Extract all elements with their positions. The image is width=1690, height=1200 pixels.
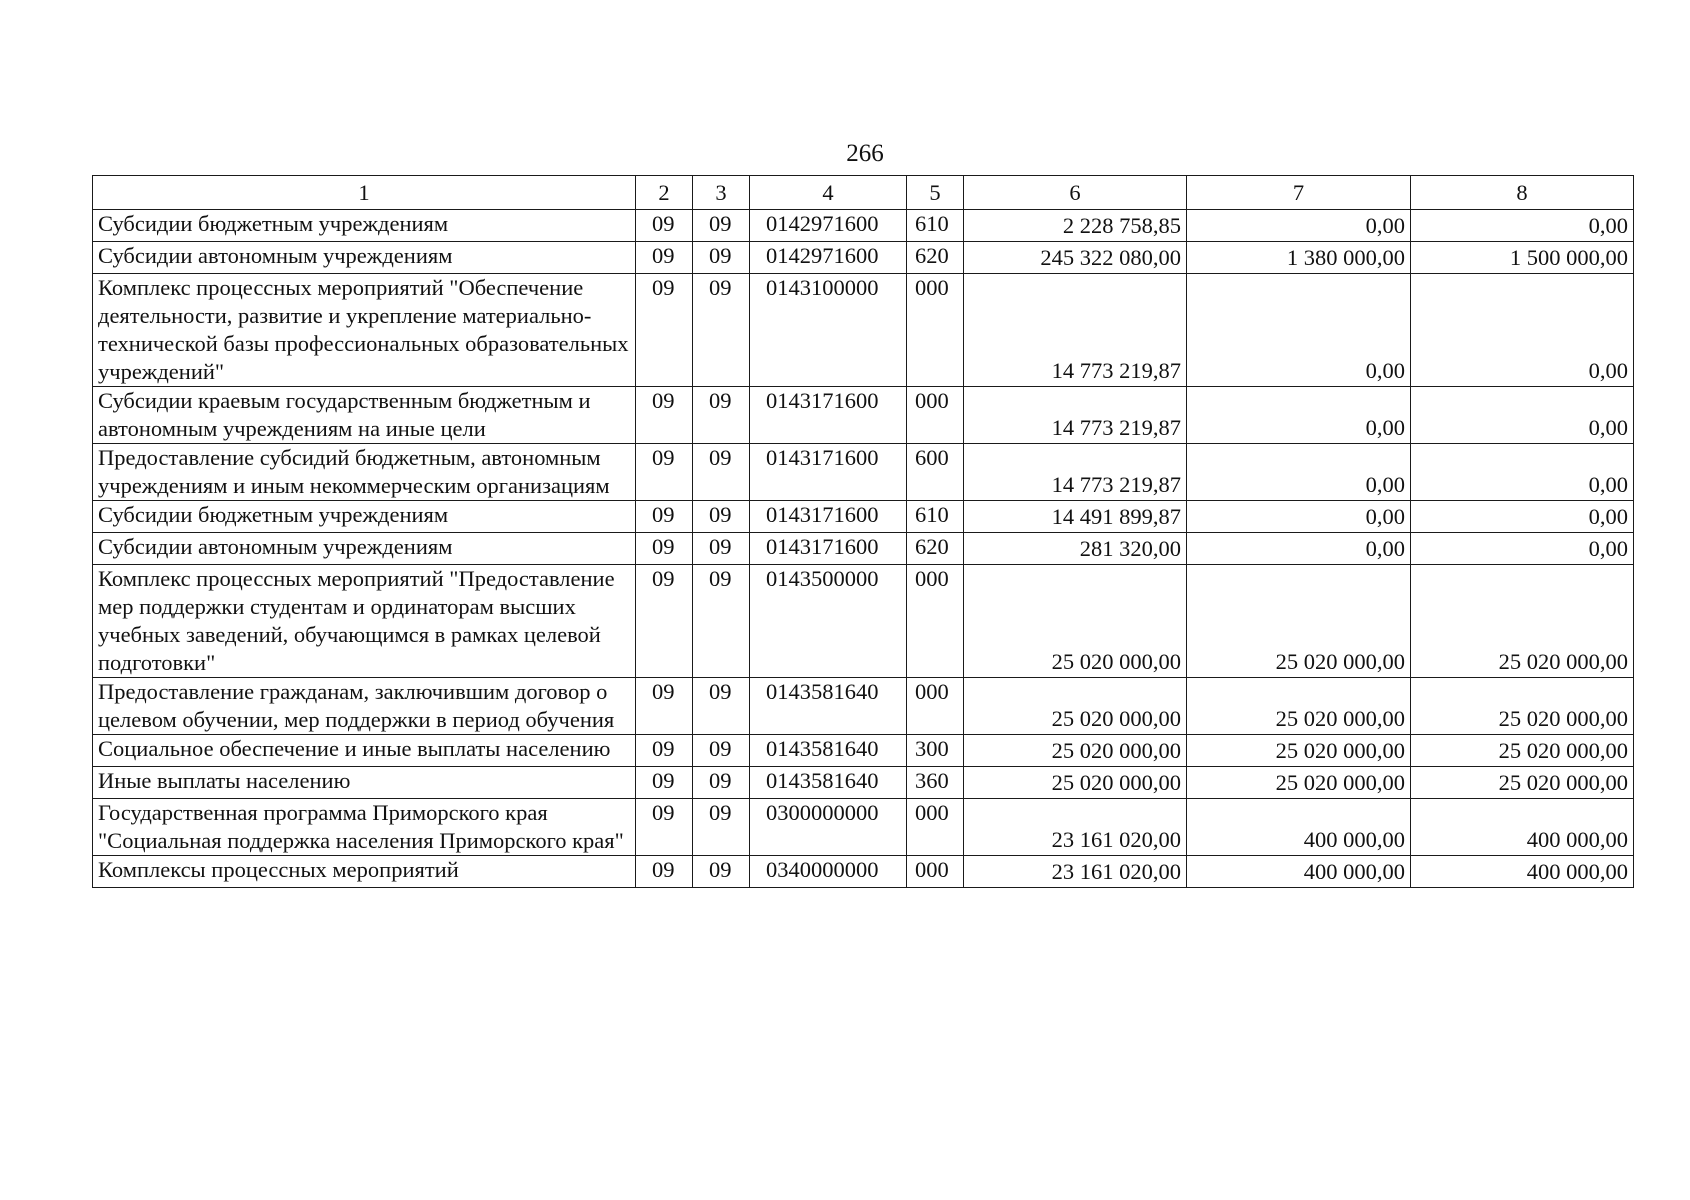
section-code: 09 <box>636 444 693 501</box>
table-row <box>93 767 1634 799</box>
expense-type-code: 360 <box>907 767 964 799</box>
amount-col-8: 25 020 000,00 <box>1411 735 1634 767</box>
column-header: 4 <box>750 176 907 210</box>
target-article-code: 0143581640 <box>750 767 907 799</box>
column-header: 7 <box>1187 176 1411 210</box>
section-code: 09 <box>636 735 693 767</box>
expense-name: Социальное обеспечение и иные выплаты населению <box>93 735 636 767</box>
subsection-code: 09 <box>693 444 750 501</box>
column-header: 6 <box>964 176 1187 210</box>
amount-col-8: 0,00 <box>1411 533 1634 565</box>
amount-col-7: 1 380 000,00 <box>1187 242 1411 274</box>
column-header: 8 <box>1411 176 1634 210</box>
column-header: 5 <box>907 176 964 210</box>
subsection-code: 09 <box>693 274 750 387</box>
section-code: 09 <box>636 501 693 533</box>
section-code: 09 <box>636 533 693 565</box>
subsection-code: 09 <box>693 735 750 767</box>
table-row <box>93 565 1634 678</box>
expense-name: Комплексы процессных мероприятий <box>93 856 636 888</box>
amount-col-8: 0,00 <box>1411 444 1634 501</box>
amount-col-8: 400 000,00 <box>1411 799 1634 856</box>
subsection-code: 09 <box>693 210 750 242</box>
table-row <box>93 735 1634 767</box>
target-article-code: 0143171600 <box>750 444 907 501</box>
target-article-code: 0143171600 <box>750 501 907 533</box>
subsection-code: 09 <box>693 767 750 799</box>
expense-name: Субсидии краевым государственным бюджетным и автономным учреждениям на иные цели <box>93 387 636 444</box>
amount-col-8: 0,00 <box>1411 210 1634 242</box>
amount-col-8: 1 500 000,00 <box>1411 242 1634 274</box>
expense-type-code: 610 <box>907 210 964 242</box>
budget-table <box>92 175 1634 888</box>
table-row <box>93 533 1634 565</box>
subsection-code: 09 <box>693 501 750 533</box>
target-article-code: 0143100000 <box>750 274 907 387</box>
subsection-code: 09 <box>693 533 750 565</box>
amount-col-6: 281 320,00 <box>964 533 1187 565</box>
section-code: 09 <box>636 767 693 799</box>
amount-col-8: 25 020 000,00 <box>1411 565 1634 678</box>
expense-name: Субсидии автономным учреждениям <box>93 242 636 274</box>
amount-col-6: 25 020 000,00 <box>964 735 1187 767</box>
amount-col-7: 0,00 <box>1187 210 1411 242</box>
expense-type-code: 600 <box>907 444 964 501</box>
amount-col-6: 14 491 899,87 <box>964 501 1187 533</box>
amount-col-7: 25 020 000,00 <box>1187 565 1411 678</box>
amount-col-8: 0,00 <box>1411 387 1634 444</box>
amount-col-6: 23 161 020,00 <box>964 799 1187 856</box>
subsection-code: 09 <box>693 565 750 678</box>
expense-type-code: 000 <box>907 565 964 678</box>
expense-type-code: 300 <box>907 735 964 767</box>
amount-col-6: 245 322 080,00 <box>964 242 1187 274</box>
expense-type-code: 000 <box>907 799 964 856</box>
expense-name: Комплекс процессных мероприятий "Предоставление мер поддержки студентам и ординаторам высших учебных заведений, обучающимся в рамках целевой подготовки" <box>93 565 636 678</box>
amount-col-6: 25 020 000,00 <box>964 678 1187 735</box>
subsection-code: 09 <box>693 856 750 888</box>
page-number: 266 <box>846 140 884 167</box>
target-article-code: 0143500000 <box>750 565 907 678</box>
amount-col-8: 25 020 000,00 <box>1411 767 1634 799</box>
expense-type-code: 000 <box>907 678 964 735</box>
amount-col-6: 23 161 020,00 <box>964 856 1187 888</box>
target-article-code: 0142971600 <box>750 242 907 274</box>
target-article-code: 0143581640 <box>750 678 907 735</box>
amount-col-6: 2 228 758,85 <box>964 210 1187 242</box>
amount-col-7: 25 020 000,00 <box>1187 767 1411 799</box>
section-code: 09 <box>636 799 693 856</box>
section-code: 09 <box>636 210 693 242</box>
section-code: 09 <box>636 274 693 387</box>
target-article-code: 0143171600 <box>750 533 907 565</box>
table-row <box>93 856 1634 888</box>
target-article-code: 0143581640 <box>750 735 907 767</box>
expense-name: Государственная программа Приморского края "Социальная поддержка населения Приморского края" <box>93 799 636 856</box>
expense-type-code: 610 <box>907 501 964 533</box>
target-article-code: 0340000000 <box>750 856 907 888</box>
amount-col-7: 25 020 000,00 <box>1187 678 1411 735</box>
amount-col-7: 25 020 000,00 <box>1187 735 1411 767</box>
subsection-code: 09 <box>693 387 750 444</box>
table-row <box>93 501 1634 533</box>
table-row <box>93 242 1634 274</box>
subsection-code: 09 <box>693 242 750 274</box>
column-header: 2 <box>636 176 693 210</box>
amount-col-7: 0,00 <box>1187 533 1411 565</box>
amount-col-6: 14 773 219,87 <box>964 274 1187 387</box>
expense-type-code: 620 <box>907 242 964 274</box>
expense-name: Предоставление субсидий бюджетным, автономным учреждениям и иным некоммерческим организациям <box>93 444 636 501</box>
expense-name: Предоставление гражданам, заключившим договор о целевом обучении, мер поддержки в период обучения <box>93 678 636 735</box>
amount-col-6: 25 020 000,00 <box>964 767 1187 799</box>
amount-col-7: 0,00 <box>1187 444 1411 501</box>
section-code: 09 <box>636 242 693 274</box>
section-code: 09 <box>636 565 693 678</box>
amount-col-7: 0,00 <box>1187 387 1411 444</box>
amount-col-7: 400 000,00 <box>1187 856 1411 888</box>
amount-col-6: 14 773 219,87 <box>964 444 1187 501</box>
amount-col-6: 25 020 000,00 <box>964 565 1187 678</box>
amount-col-7: 400 000,00 <box>1187 799 1411 856</box>
table-row <box>93 678 1634 735</box>
amount-col-8: 0,00 <box>1411 274 1634 387</box>
expense-name: Субсидии автономным учреждениям <box>93 533 636 565</box>
amount-col-8: 400 000,00 <box>1411 856 1634 888</box>
table-row <box>93 387 1634 444</box>
table-row <box>93 274 1634 387</box>
subsection-code: 09 <box>693 678 750 735</box>
target-article-code: 0143171600 <box>750 387 907 444</box>
expense-type-code: 620 <box>907 533 964 565</box>
expense-name: Комплекс процессных мероприятий "Обеспечение деятельности, развитие и укрепление материально-технической базы профессиональных образовательных учреждений" <box>93 274 636 387</box>
column-header: 1 <box>93 176 636 210</box>
section-code: 09 <box>636 856 693 888</box>
amount-col-7: 0,00 <box>1187 274 1411 387</box>
column-number-header-row <box>93 176 1634 210</box>
expense-type-code: 000 <box>907 274 964 387</box>
amount-col-6: 14 773 219,87 <box>964 387 1187 444</box>
section-code: 09 <box>636 678 693 735</box>
expense-name: Субсидии бюджетным учреждениям <box>93 501 636 533</box>
amount-col-8: 0,00 <box>1411 501 1634 533</box>
subsection-code: 09 <box>693 799 750 856</box>
table-row <box>93 799 1634 856</box>
table-row <box>93 444 1634 501</box>
expense-type-code: 000 <box>907 856 964 888</box>
expense-name: Иные выплаты населению <box>93 767 636 799</box>
section-code: 09 <box>636 387 693 444</box>
table-row <box>93 210 1634 242</box>
expense-name: Субсидии бюджетным учреждениям <box>93 210 636 242</box>
expense-type-code: 000 <box>907 387 964 444</box>
target-article-code: 0142971600 <box>750 210 907 242</box>
target-article-code: 0300000000 <box>750 799 907 856</box>
column-header: 3 <box>693 176 750 210</box>
amount-col-8: 25 020 000,00 <box>1411 678 1634 735</box>
amount-col-7: 0,00 <box>1187 501 1411 533</box>
